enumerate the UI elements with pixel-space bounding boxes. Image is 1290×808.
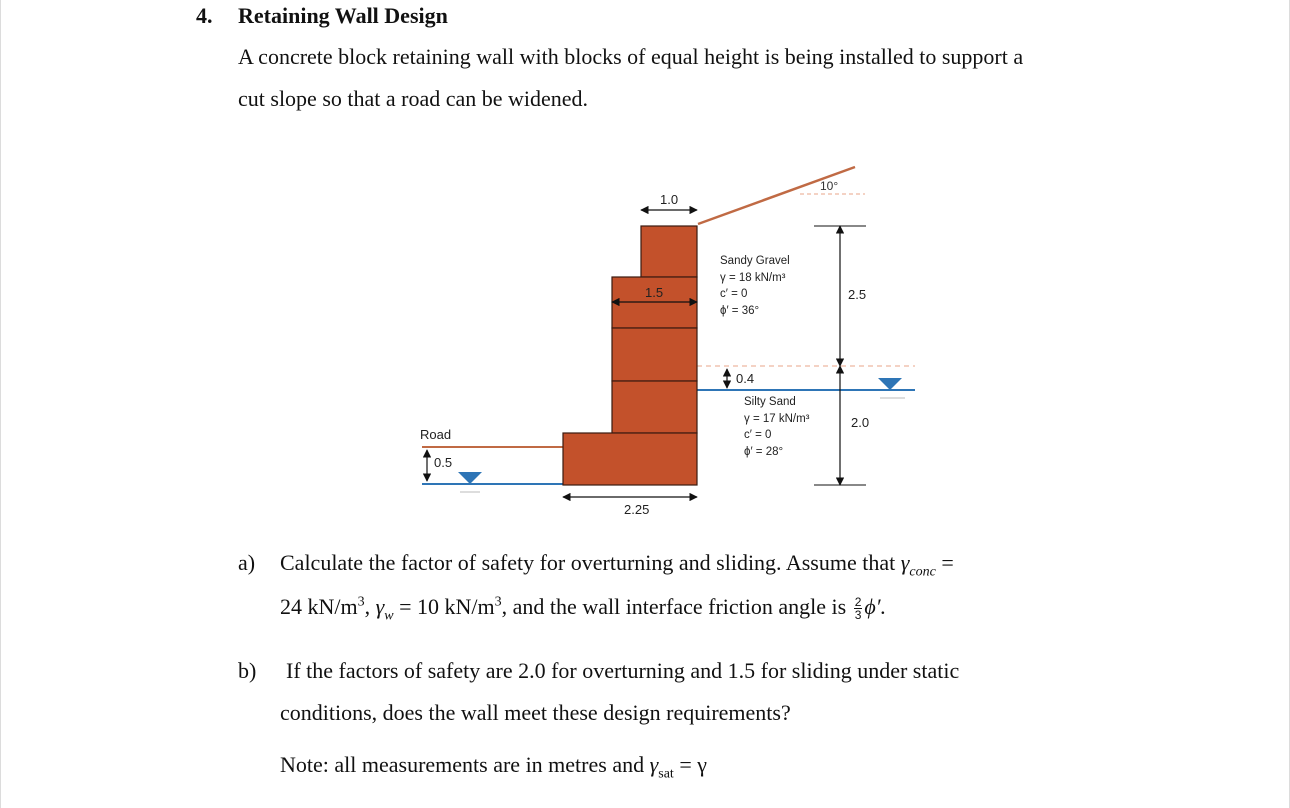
block-base	[563, 433, 697, 485]
gamma-conc-subscript: conc	[909, 564, 936, 580]
gamma-sat-symbol: γ	[649, 752, 659, 777]
dim-top-width-label: 1.0	[660, 192, 679, 207]
road-label: Road	[420, 427, 452, 442]
part-a-separator: ,	[364, 594, 376, 619]
block-3	[612, 328, 697, 381]
dim-water-offset-label: 0.4	[736, 371, 755, 386]
question-title: Retaining Wall Design	[238, 3, 448, 28]
dim-lower-height-label: 2.0	[851, 415, 870, 430]
part-b-label: b)	[238, 658, 257, 683]
part-a-line-2	[280, 594, 886, 624]
backfill-slope-line	[698, 167, 855, 224]
block-1	[641, 226, 697, 277]
part-a-line-2-tail: , and the wall interface friction angle is	[501, 594, 852, 619]
note-line	[280, 752, 707, 782]
lower-soil-gamma: γ = 17 kN/m³	[744, 413, 810, 425]
lower-soil-phi: ϕ′ = 28°	[744, 446, 784, 458]
gamma-w-symbol: γ	[375, 594, 385, 619]
block-4	[612, 381, 697, 433]
phi-prime-symbol: ϕ′.	[864, 594, 887, 619]
part-a-line-1	[280, 550, 954, 580]
part-b-line-2: conditions, does the wall meet these design requirements?	[280, 700, 791, 725]
note-text: Note: all measurements are in metres and	[280, 752, 650, 777]
upper-soil-phi: ϕ′ = 36°	[720, 305, 760, 317]
dim-base-width-label: 2.25	[624, 502, 650, 517]
lower-soil-name: Silty Sand	[744, 396, 796, 408]
lower-soil-cohesion: c′ = 0	[744, 429, 772, 441]
upper-soil-name: Sandy Gravel	[720, 255, 790, 267]
upper-soil-gamma: γ = 18 kN/m³	[720, 272, 786, 284]
intro-line-1: A concrete block retaining wall with blocks of equal height is being installed to support a	[238, 44, 1024, 69]
concrete-blocks	[563, 226, 697, 485]
gamma-sat-subscript: sat	[658, 766, 674, 782]
cube-superscript-2: 3	[494, 594, 502, 610]
slope-angle-label: 10°	[820, 179, 839, 193]
intro-line-2: cut slope so that a road can be widened.	[238, 86, 589, 111]
dim-upper-height-label: 2.5	[848, 287, 867, 302]
upper-soil-cohesion: c′ = 0	[720, 288, 748, 300]
gamma-conc-symbol: γ	[900, 550, 910, 575]
water-table-icon-road	[458, 472, 482, 484]
water-unit-weight: = 10 kN/m	[393, 594, 495, 619]
part-a-equals: =	[935, 550, 954, 575]
part-a-label: a)	[238, 550, 256, 575]
fraction-denominator: 3	[854, 608, 862, 623]
cube-superscript-1: 3	[357, 594, 365, 610]
dim-road-water-label: 0.5	[434, 455, 453, 470]
part-a-line-1-text: Calculate the factor of safety for overturning and sliding. Assume that	[280, 550, 901, 575]
note-tail: = γ	[673, 752, 707, 777]
part-b-line-1: If the factors of safety are 2.0 for overturning and 1.5 for sliding under static	[286, 658, 960, 683]
concrete-unit-weight: 24 kN/m	[280, 594, 358, 619]
two-thirds-fraction	[854, 596, 863, 621]
dim-upper-block-width-label: 1.5	[645, 285, 664, 300]
fraction-numerator: 2	[854, 595, 862, 610]
question-number: 4.	[196, 3, 213, 28]
gamma-w-subscript: w	[384, 608, 394, 624]
water-table-icon-backfill	[878, 378, 902, 390]
